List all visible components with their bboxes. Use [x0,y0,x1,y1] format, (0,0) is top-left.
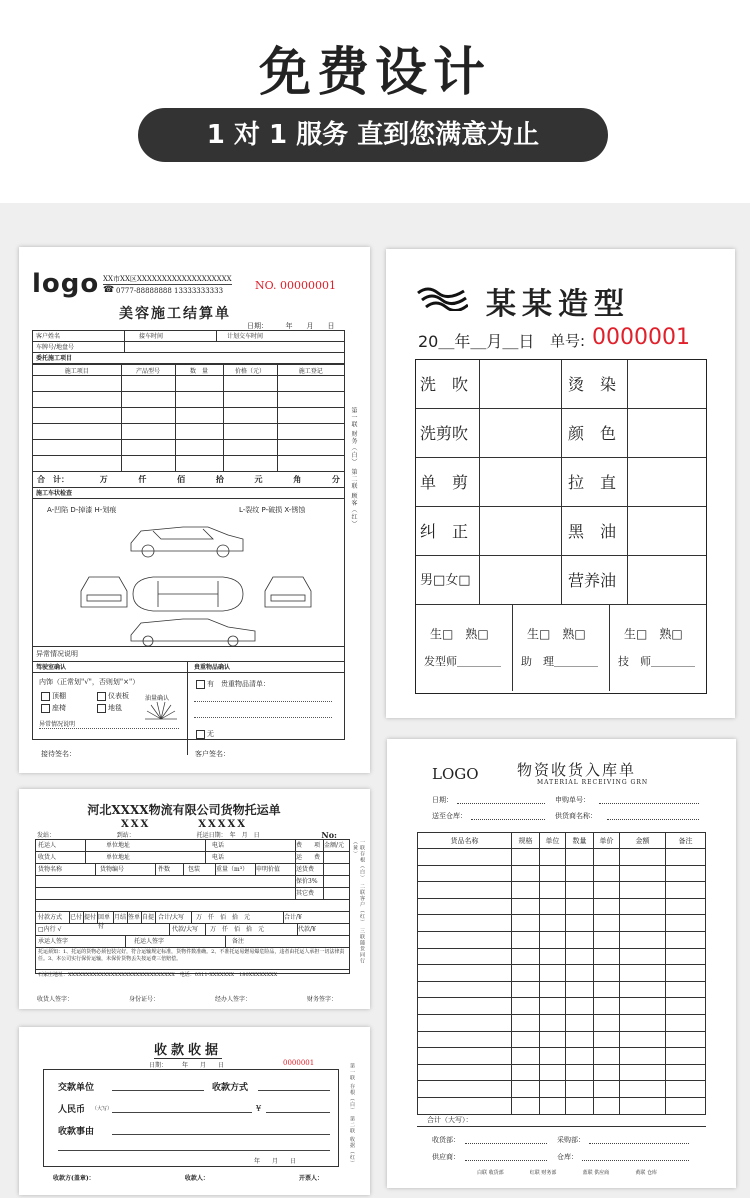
doc2-cell-color: 颜 色 [562,409,628,457]
doc-logistics [19,789,370,1009]
doc2-date: 20＿年＿月＿日 [418,332,535,351]
doc4-rmb: 人民币 [58,1105,86,1115]
doc1-sign-customer: 客户签名： [195,750,230,758]
doc5-total: 合计（大写）： [427,1116,473,1124]
doc5-title: 物资收货入库单 [517,761,637,779]
doc5-sign-purchase: 采购部： [557,1136,585,1144]
doc1-phone: 0777-88888888 13333333333 [116,287,224,295]
table-row [417,849,706,866]
doc5-col-note: 备注 [666,833,706,849]
doc2-table [415,359,707,694]
doc4-ymd: 年 月 日 [254,1158,297,1165]
phone-icon: ☎ [103,285,115,295]
doc2-cell-perm: 烫 染 [562,360,628,408]
table-row [417,932,706,949]
doc5-col-price: 单价 [594,833,620,849]
checkbox-seat[interactable] [41,704,50,713]
doc3-subtitle: XXX XXXXX [120,819,248,830]
doc4-number: 0000001 [283,1059,315,1067]
doc4-yen: ¥ [256,1104,262,1113]
table-row [417,866,706,883]
doc3-row0: 发站： 到站： 托运日期： 年 月 日 No: [37,830,337,840]
doc1-logo: logo [32,269,100,299]
doc5-sign-receiving: 收货部： [432,1136,460,1144]
wave-logo-icon [416,285,468,311]
doc-material-receiving [387,739,736,1188]
doc5-empty-rows [417,849,706,1115]
doc1-plan-time: 计划交车时间 [227,333,264,340]
table-row [417,982,706,999]
doc5-sign-supplier: 供应商： [432,1153,460,1161]
doc1-sign-receptionist: 接待签名： [41,750,76,758]
doc1-address: XX市XX区XXXXXXXXXXXXXXXXXXX [103,275,232,283]
banner-subtitle: 1 对 1 服务 直到您满意为止 [138,108,608,162]
doc2-assistant-status: 生□ 熟□ [527,627,586,641]
doc4-title: 收款收据 [154,1039,222,1059]
doc1-side-text: 第一联 财务（白） 第二联 顾客（红） [350,407,357,528]
doc1-abnormal: 异常情况说明 [33,647,344,662]
doc1-pickup-time: 接车时间 [125,331,217,341]
doc2-assistant: 助 理＿＿＿＿ [521,655,598,668]
doc5-col-amount: 金额 [620,833,666,849]
doc2-cell-nutrition: 营养油 [562,556,628,604]
doc1-total-row: 合 计： 万 仟 佰 拾 元 角 分 [33,472,344,488]
doc1-items-table [33,364,344,472]
doc1-abnormal-small: 异常情况说明 [39,719,179,729]
checkbox-none[interactable] [196,730,205,739]
doc5-footer: 白联 收货部 红联 财务部 蓝联 供应商 黄联 仓库 [477,1170,657,1176]
doc1-form [32,330,345,740]
doc2-tech-status: 生□ 熟□ [624,627,683,641]
doc1-cust-name: 客户姓名 [33,331,125,341]
doc1-plate: 车牌号/地盘号 [33,342,125,353]
doc4-side: 第一联 存根（白） 第二联 收据（红） [349,1063,355,1167]
doc1-title: 美容施工结算单 [119,306,231,322]
doc1-col-reg: 施工登记 [277,365,344,376]
doc5-warehouse: 送至仓库： [432,812,467,820]
doc4-payer: 交款单位 [58,1083,95,1093]
doc1-car-diagram [33,499,344,647]
banner [0,0,750,203]
table-row [417,998,706,1015]
table-row [417,1032,706,1049]
doc1-interior-label: 内饰（正常划"√"，否则划"×"） [39,678,140,686]
doc2-no-label: 单号: [550,332,586,350]
doc4-reason: 收款事由 [58,1127,95,1137]
doc5-col-unit: 单位 [540,833,566,849]
table-row [417,1065,706,1082]
doc2-brand: 某某造型 [486,287,630,322]
doc1-interior: 内饰（正常划"√"，否则划"×"） 顶棚 仪表板 座椅 地毯 油量确认 异常情况说明 [33,673,188,755]
doc2-number: 0000001 [592,325,690,350]
doc3-signs: 收货人签字： 身份证号： 经办人签字： 财务签字： [37,996,337,1003]
table-row [417,1081,706,1098]
doc2-stylist-status: 生□ 熟□ [430,627,489,641]
doc2-stylist: 发型师＿＿＿＿ [424,655,501,668]
doc1-date: 日期： 年 月 日 [247,322,335,330]
checkbox-carpet[interactable] [97,704,106,713]
doc5-table [417,832,706,849]
doc-beauty-settlement [19,247,370,773]
doc1-valuables-confirm: 贵重物品确认 [194,664,231,671]
doc2-tech: 技 师＿＿＿＿ [618,655,695,668]
fuel-gauge-icon [141,699,181,721]
car-outline-icon [33,499,344,647]
doc5-col-spec: 规格 [512,833,540,849]
doc4-method: 收款方式 [212,1083,249,1093]
doc4-date: 日期： 年 月 日 [149,1062,225,1069]
doc5-subtitle: MATERIAL RECEIVING GRN [537,779,649,786]
doc3-title: 河北XXXX物流有限公司货物托运单 [87,803,281,817]
doc1-col-model: 产品型号 [121,365,175,376]
checkbox-dash[interactable] [97,692,106,701]
doc1-legend-left: A-凹陷 D-掉漆 H-划痕 [47,506,117,514]
doc3-side: 一联存根（白） 二联客户（红） 三联随货同行（黄） [352,839,365,965]
doc5-col-name: 货品名称 [418,833,512,849]
doc4-signs: 收款方(盖章)： 收款人： 开票人： [53,1175,323,1182]
doc1-number: NO. 00000001 [255,279,336,292]
table-row [417,965,706,982]
doc3-addr: 石家庄地址：XXXXXXXXXXXXXXXXXXXXXXXXXXXXXX 电话：0311-XXXXXXX 180XXXXXXXX [38,972,278,978]
doc3-form: 托运人 单位地址 电话 费 项 金额/元 收货人 单位地址 电话 运 费 货物名称 货物编号 件数 包装 重量（m³） 申明价值 送货费 保价3% 其它费 付款方式 已付 提付 回单付 月结 签单 自提 合计/大写 万 仟 佰 拾 元 合计/¥ □内行 √ 代款/大写 万 仟 佰 拾 元 代款/¥ 承运人签字 托运人签字 备注 托运须知：1、托运的货物必须包装完好，符合运输规定标准，货物件数准确。2、不准托运易燃易爆危险品，违者由托运人承担一切法律责任。3、本公司实行保价运输，未保价货物丢失按运费三倍赔偿。 石家庄地址：XXXXXXXXXXXXXXXXXXXXXXXXXXXXXX 电话：0311-XXXXXXX 180XXXXXXXX [35,839,350,974]
table-row [417,1048,706,1065]
table-row [417,1015,706,1032]
table-row [417,1098,706,1115]
doc5-supplier: 供货商名称： [555,812,597,820]
table-row [417,882,706,899]
doc5-req-no: 申购单号： [555,796,590,804]
checkbox-has-valuables[interactable] [196,680,205,689]
doc1-fuel: 油量确认 [145,695,170,702]
checkbox-roof[interactable] [41,692,50,701]
doc1-legend-right: L-裂纹 P-破损 X-锈蚀 [239,506,306,514]
banner-title: 免费设计 [258,43,491,103]
doc2-cell-gender: 男□女□ [416,556,480,604]
doc2-cell-correct: 纠 正 [416,507,480,555]
doc4-form [43,1069,339,1167]
doc1-section-check: 施工车状检查 [33,488,344,499]
doc5-col-qty: 数量 [566,833,594,849]
doc-salon [386,249,735,718]
doc5-sign-warehouse: 仓库： [557,1153,578,1161]
doc5-logo: LOGO [432,765,479,783]
doc1-valuables: 有 贵重物品清单： 无 [188,673,344,755]
doc3-notes: 托运须知：1、托运的货物必须包装完好，符合运输规定标准，货物件数准确。2、不准托运易燃易爆危险品，违者由托运人承担一切法律责任。3、本公司实行保价运输，未保价货物丢失按运费三倍赔偿。 [36,948,349,970]
doc1-col-item: 施工项目 [33,365,121,376]
doc5-date: 日期： [432,796,453,804]
table-row [417,949,706,966]
doc2-cell-straight: 拉 直 [562,458,628,506]
doc1-col-qty: 数 量 [175,365,223,376]
doc2-cell-wash: 洗 吹 [416,360,480,408]
table-row [417,915,706,932]
doc4-rmb-caps: （大写） [92,1106,113,1112]
doc1-cab-confirm: 驾驶室确认 [33,662,188,672]
doc1-col-price: 价格（元） [223,365,277,376]
doc1-section-items: 委托施工项目 [33,353,344,364]
doc2-cell-black-oil: 黑 油 [562,507,628,555]
doc2-cell-cut: 单 剪 [416,458,480,506]
doc-receipt [19,1027,370,1195]
table-row [417,899,706,916]
doc2-cell-wash-cut: 洗剪吹 [416,409,480,457]
